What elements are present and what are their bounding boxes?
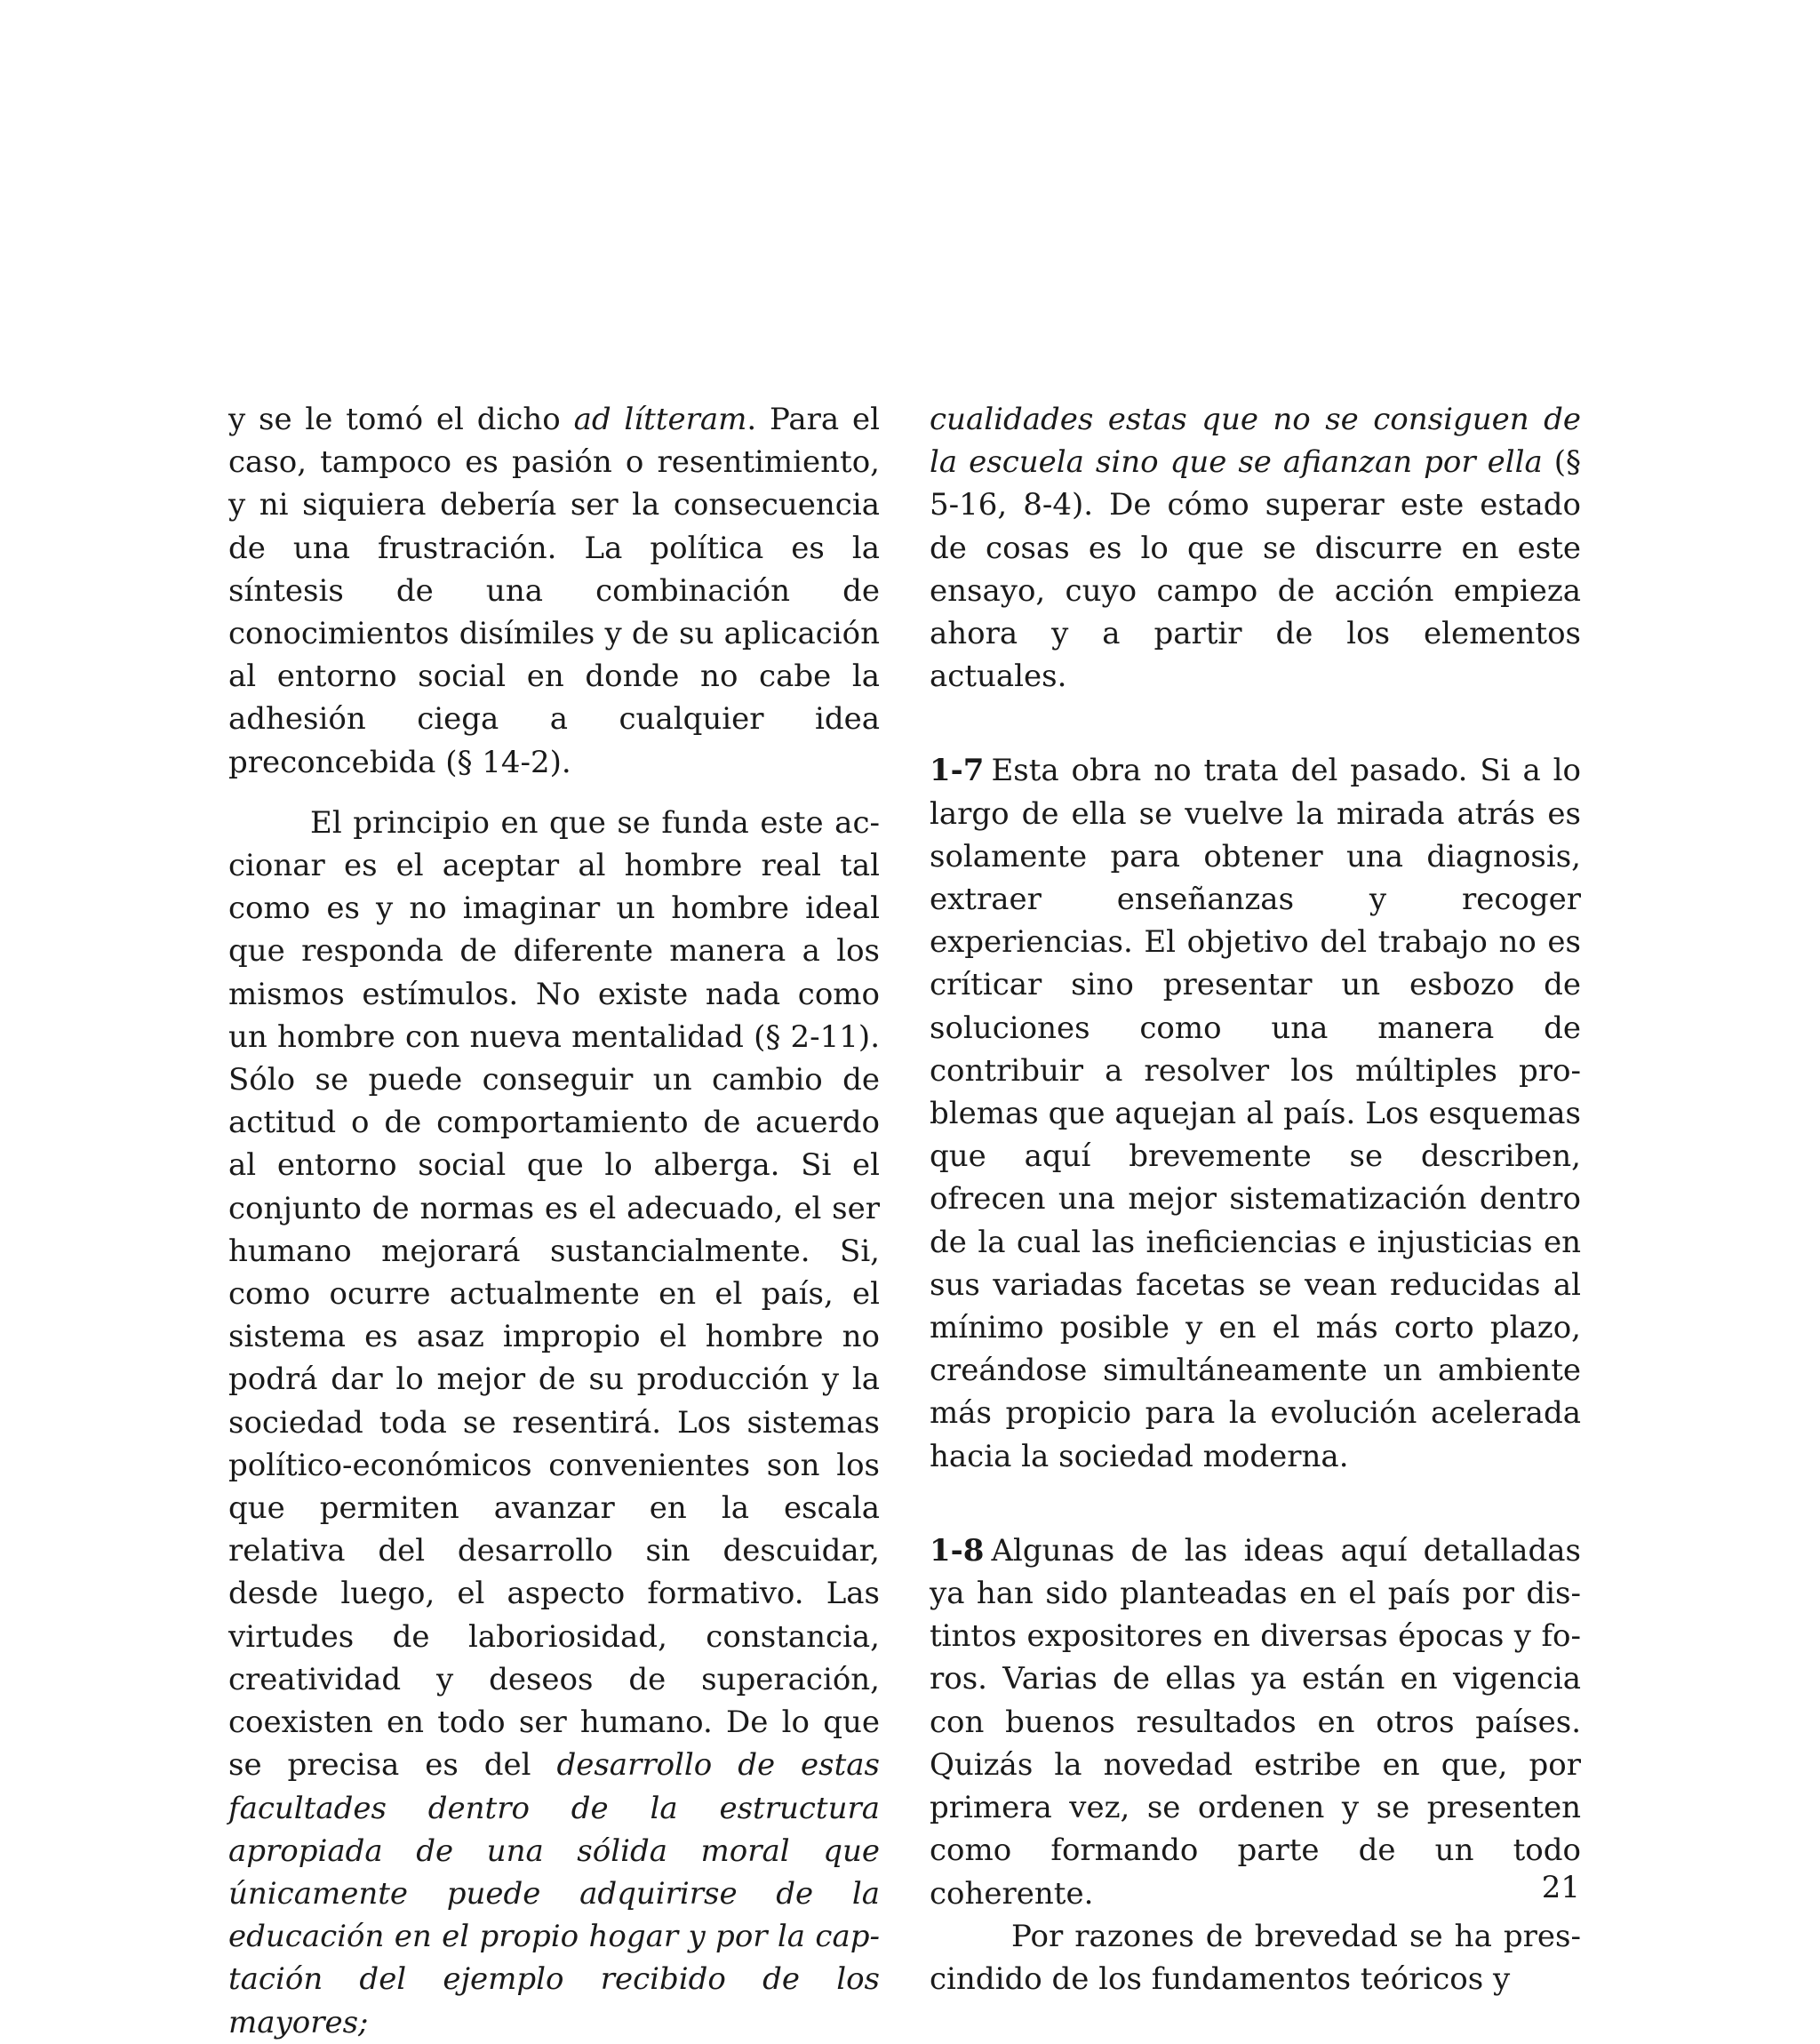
section-number: 1-7 (930, 753, 985, 789)
italic-text: desarrollo de estas facultades dentro de la estructura apropiada de una sólida moral que únicamente puede adquirirse de la educación en el propio hogar y por la captación del ejemplo recibido de los mayores; (228, 1747, 880, 2040)
section-text: Algunas de las ideas aquí detalladas ya han sido planteadas en el país por distintos expositores en diversas épocas y foros. Varias de ellas ya están en vigencia con buenos resultados en otros países. Quizás la novedad estribe en que, por primera vez, se ordenen y se presenten como formando parte de un todo coherente. (930, 1532, 1581, 1912)
paragraph (930, 1915, 1581, 2000)
right-column (930, 398, 1581, 2000)
italic-text: cualidades estas que no se consiguen de la escuela sino que se afianzan por ella (930, 402, 1581, 481)
text-run: . Para el caso, tampoco es pasión o resentimiento, y ni siquiera debería ser la consecuencia de una frustración. La política es la síntesis de una combinación de conocimientos disímiles y de su aplicación al entorno social en donde no cabe la adhesión ciega a cualquier idea preconcebida (§ 14-2). (228, 402, 880, 780)
page-number: 21 (1541, 1870, 1580, 1905)
text-run: (§ 5-16, 8-4). De cómo superar este estado de cosas es lo que se discurre en este ensayo, cuyo campo de acción empieza ahora y a partir de los elementos actuales. (930, 444, 1581, 695)
section-number: 1-8 (930, 1532, 985, 1569)
paragraph (228, 802, 880, 2044)
section-1-8 (930, 1529, 1581, 1915)
section-1-7 (930, 749, 1581, 1477)
text-run: y se le tomó el dicho (228, 402, 574, 437)
left-column (228, 398, 880, 2044)
paragraph (930, 398, 1581, 698)
section-text: Esta obra no trata del pasado. Si a lo largo de ella se vuelve la mirada atrás es solamente para obtener una diagnosis, extraer enseñanzas y recoger experiencias. El objetivo del trabajo no es críticar sino presentar un esbozo de soluciones como una manera de contribuir a resolver los múltiples problemas que aquejan al país. Los esquemas que aquí brevemente se describen, ofrecen una mejor sistematización dentro de la cual las ineficiencias e injusticias en sus variadas facetas se vean reducidas al mínimo posible y en el más corto plazo, creándose simultáneamente un ambiente más propicio para la evolución acelerada hacia la sociedad moderna. (930, 753, 1581, 1474)
text-run: El principio en que se funda este accionar es el aceptar al hombre real tal como es y no imaginar un hombre ideal que responda de diferente manera a los mismos estímulos. No existe nada como un hombre con nueva mentalidad (§ 2-11). Sólo se puede conseguir un cambio de actitud o de comportamiento de acuerdo al entorno social que lo alberga. Si el conjunto de normas es el adecuado, el ser humano mejorará sustancialmente. Si, como ocurre actualmente en el país, el sistema es asaz impropio el hombre no podrá dar lo mejor de su producción y la sociedad toda se resentirá. Los sistemas político-económicos convenientes son los que permiten avanzar en la escala relativa del desarrollo sin descuidar, desde luego, el aspecto formativo. Las virtudes de laboriosidad, constancia, creatividad y deseos de superación, coexisten en todo ser humano. De lo que se precisa es del (228, 804, 880, 1784)
paragraph (228, 398, 880, 784)
italic-text: ad lítteram (573, 402, 747, 437)
text-run: Por razones de brevedad se ha prescindido de los fundamentos teóricos y (930, 1918, 1581, 1997)
